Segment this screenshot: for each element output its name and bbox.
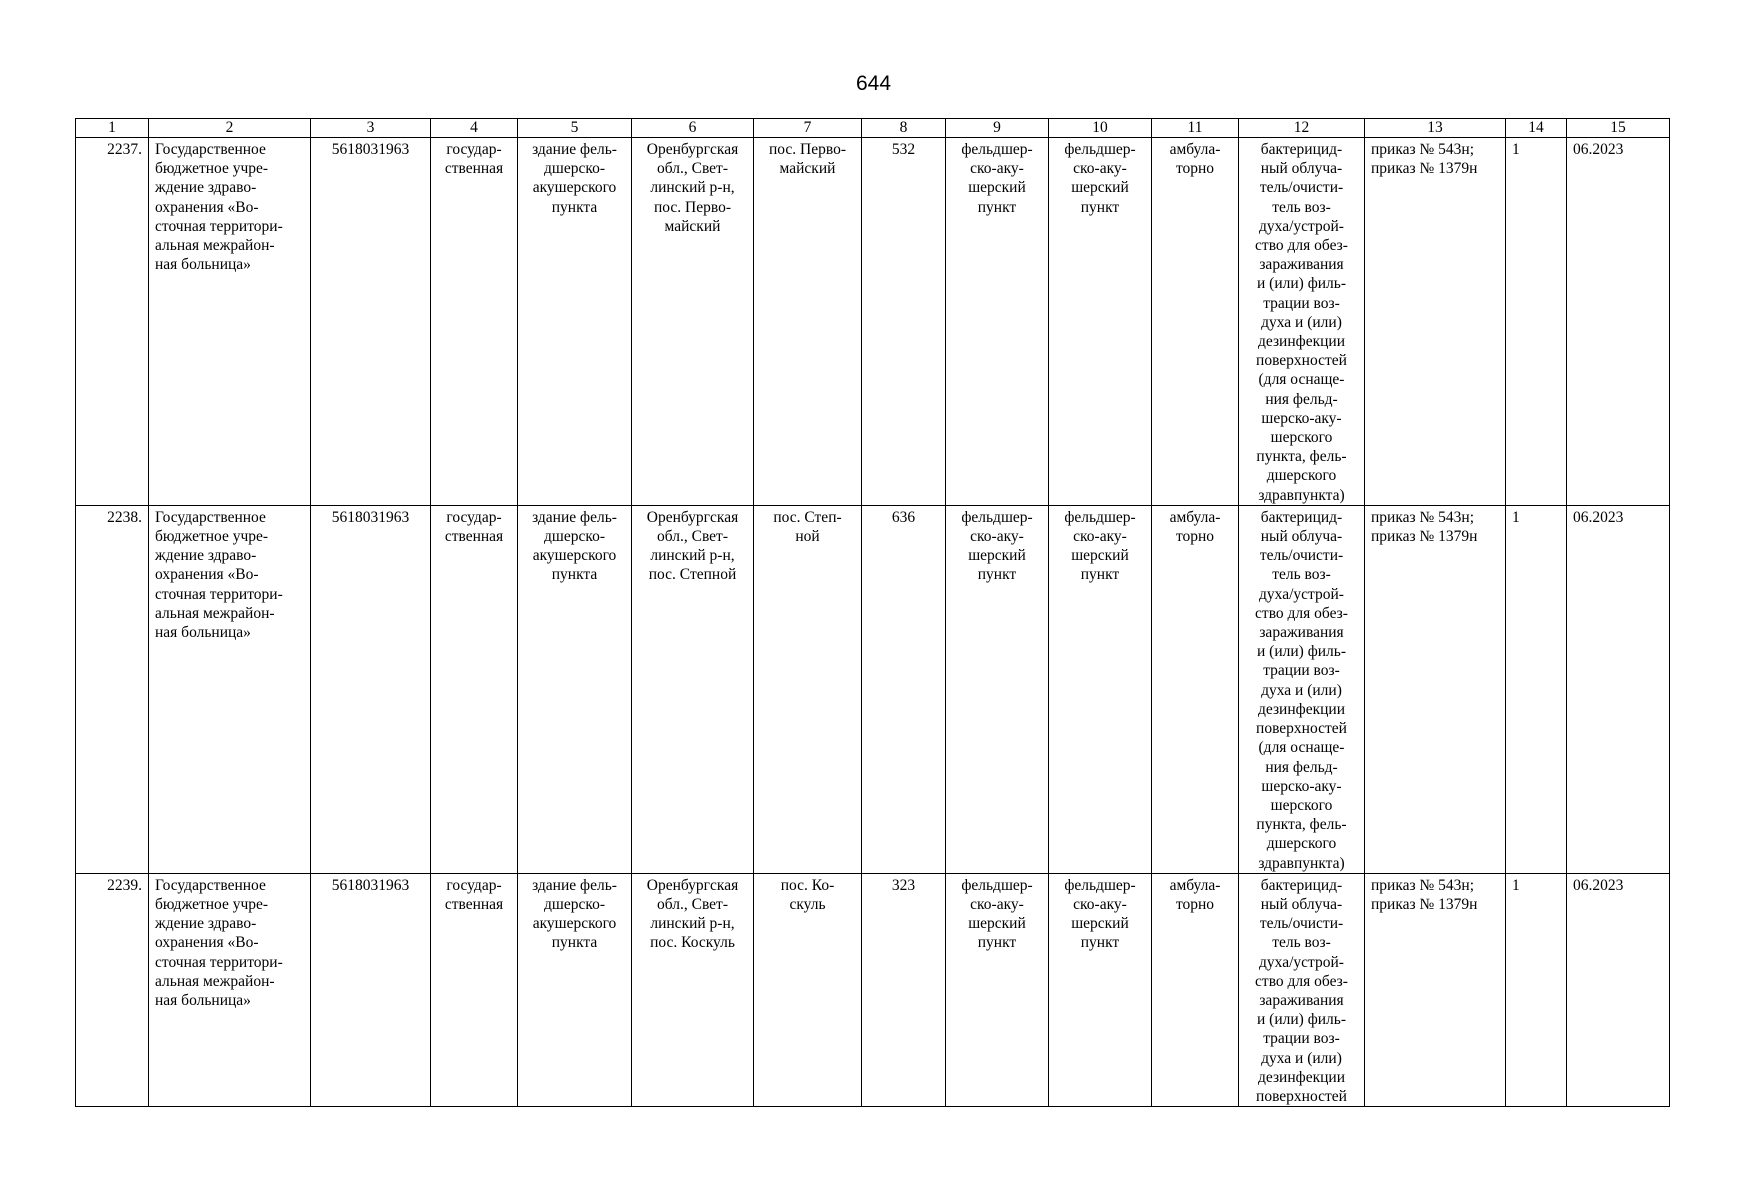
ownership-form-line: государ- <box>446 141 502 158</box>
equipment-description-line: ный облуча- <box>1260 528 1343 546</box>
unit-type-line: фельдшер- <box>1064 508 1136 526</box>
column-number: 2 <box>149 119 311 138</box>
equipment-description-line: духа/устрой- <box>1259 585 1344 603</box>
record-number: 2238. <box>76 505 149 873</box>
order-references-line: приказ № 1379н <box>1371 160 1478 178</box>
organization-name-line: ждение здраво- <box>155 915 257 933</box>
building-name-line: здание фель- <box>532 141 617 158</box>
building-name <box>518 138 632 506</box>
equipment-description-line: шерско-аку- <box>1261 777 1342 795</box>
organization-name-line: охранения «Во- <box>155 198 259 216</box>
building-name <box>518 505 632 873</box>
building-name-line: пункта <box>551 566 598 584</box>
equipment-description-line: ный облуча- <box>1260 160 1343 178</box>
equipment-description-line: шерско-аку- <box>1261 409 1342 427</box>
organization-name-line: ная больница» <box>155 991 251 1009</box>
quantity-value: 1 <box>1506 873 1567 1106</box>
equipment-description-line: трации воз- <box>1263 662 1340 680</box>
building-name-line: здание фель- <box>532 876 617 894</box>
unit-type-line: ско-аку- <box>1073 528 1127 546</box>
facility-type-line: фельдшер- <box>961 876 1033 894</box>
address-cell <box>632 505 754 873</box>
organization-name-line: альная межрайон- <box>155 237 275 255</box>
equipment-description-line: духа и (или) <box>1261 681 1342 699</box>
ownership-form <box>431 873 518 1106</box>
building-name-line: здание фель- <box>532 508 617 526</box>
unit-type <box>1049 873 1152 1106</box>
equipment-description-line: тель воз- <box>1272 934 1331 952</box>
date-value: 06.2023 <box>1567 505 1670 873</box>
organization-name <box>149 873 311 1106</box>
column-number: 8 <box>862 119 946 138</box>
care-form <box>1152 873 1239 1106</box>
equipment-description-line: дшерского <box>1266 835 1337 853</box>
address-cell-line: обл., Свет- <box>657 528 728 546</box>
organization-name-line: ная больница» <box>155 256 251 274</box>
equipment-description-line: ство для обез- <box>1255 972 1348 990</box>
settlement-name-line: пос. Перво- <box>768 141 846 158</box>
equipment-description-line: ство для обез- <box>1255 604 1348 622</box>
inn-value: 5618031963 <box>311 505 431 873</box>
address-cell-line: пос. Степной <box>648 566 737 584</box>
equipment-description-line: дшерского <box>1266 467 1337 485</box>
organization-name-line: сточная территори- <box>155 953 283 971</box>
organization-name-line: сточная территори- <box>155 217 283 235</box>
ownership-form-line: ственная <box>444 160 504 178</box>
unit-type-line: пункт <box>1080 566 1120 584</box>
organization-name-line: Государственное <box>155 508 266 526</box>
facility-type-line: пункт <box>977 198 1017 216</box>
quantity-value: 1 <box>1506 138 1567 506</box>
address-cell-line: линский р-н, <box>650 547 735 565</box>
equipment-description-line: духа/устрой- <box>1259 953 1344 971</box>
record-number: 2239. <box>76 873 149 1106</box>
settlement-name <box>754 138 862 506</box>
organization-name-line: Государственное <box>155 141 266 158</box>
equipment-description-line: здравпункта) <box>1258 486 1345 504</box>
address-cell-line: Оренбургская <box>646 508 739 526</box>
date-value: 06.2023 <box>1567 873 1670 1106</box>
care-form-line: торно <box>1175 895 1215 913</box>
facility-type-line: фельдшер- <box>961 508 1033 526</box>
settlement-name <box>754 505 862 873</box>
equipment-description-line: шерского <box>1270 429 1333 447</box>
facility-type <box>946 873 1049 1106</box>
ownership-form-line: ственная <box>444 528 504 546</box>
ownership-form <box>431 505 518 873</box>
equipment-description <box>1239 138 1365 506</box>
equipment-description-line: поверхностей <box>1256 352 1347 370</box>
equipment-description-line: дезинфекции <box>1257 1068 1345 1086</box>
equipment-description-line: тель/очисти- <box>1259 915 1344 933</box>
order-references-line: приказ № 543н; <box>1371 876 1475 894</box>
organization-name-line: ждение здраво- <box>155 179 257 197</box>
address-cell-line: Оренбургская <box>646 876 739 894</box>
facility-type-line: шерский <box>968 547 1026 565</box>
equipment-description-line: и (или) филь- <box>1257 1011 1346 1029</box>
ownership-form <box>431 138 518 506</box>
equipment-description-line: духа и (или) <box>1261 313 1342 331</box>
equipment-description-line: трации воз- <box>1263 1030 1340 1048</box>
facility-type-line: шерский <box>968 915 1026 933</box>
order-references-line: приказ № 543н; <box>1371 508 1475 526</box>
equipment-description-line: пункта, фель- <box>1256 448 1347 466</box>
population-value: 532 <box>862 138 946 506</box>
address-cell-line: майский <box>664 217 721 235</box>
organization-name-line: альная межрайон- <box>155 972 275 990</box>
population-value: 323 <box>862 873 946 1106</box>
equipment-description-line: зараживания <box>1259 624 1344 642</box>
equipment-description <box>1239 505 1365 873</box>
equipment-description-line: тель воз- <box>1272 566 1331 584</box>
column-number-row <box>76 119 1670 138</box>
column-number: 10 <box>1049 119 1152 138</box>
unit-type-line: фельдшер- <box>1064 141 1136 158</box>
organization-name-line: бюджетное учре- <box>155 895 269 913</box>
unit-type-line: ско-аку- <box>1073 895 1127 913</box>
ownership-form-line: государ- <box>446 508 502 526</box>
unit-type-line: пункт <box>1080 198 1120 216</box>
building-name-line: акушерского <box>532 915 617 933</box>
population-value: 636 <box>862 505 946 873</box>
order-references-line: приказ № 1379н <box>1371 895 1478 913</box>
facility-type-line: ско-аку- <box>970 895 1024 913</box>
column-number: 1 <box>76 119 149 138</box>
care-form-line: торно <box>1175 528 1215 546</box>
organization-name-line: ждение здраво- <box>155 547 257 565</box>
equipment-description-line: и (или) филь- <box>1257 275 1346 293</box>
settlement-name-line: скуль <box>789 895 826 913</box>
care-form <box>1152 138 1239 506</box>
unit-type <box>1049 505 1152 873</box>
record-number: 2237. <box>76 138 149 506</box>
page-number: 644 <box>855 72 892 95</box>
quantity-value: 1 <box>1506 505 1567 873</box>
equipment-description-line: здравпункта) <box>1258 854 1345 872</box>
facility-type-line: шерский <box>968 179 1026 197</box>
inn-value: 5618031963 <box>311 873 431 1106</box>
register-table <box>75 118 1670 1107</box>
settlement-name <box>754 873 862 1106</box>
facility-type <box>946 505 1049 873</box>
settlement-name-line: майский <box>779 160 836 178</box>
care-form-line: амбула- <box>1169 508 1221 526</box>
building-name-line: пункта <box>551 934 598 952</box>
care-form-line: торно <box>1175 160 1215 178</box>
column-number: 9 <box>946 119 1049 138</box>
care-form-line: амбула- <box>1169 141 1221 158</box>
ownership-form-line: государ- <box>446 876 502 894</box>
order-references-line: приказ № 1379н <box>1371 528 1478 546</box>
address-cell-line: линский р-н, <box>650 915 735 933</box>
address-cell-line: обл., Свет- <box>657 160 728 178</box>
equipment-description-line: ство для обез- <box>1255 237 1348 255</box>
table-row <box>76 873 1670 1106</box>
address-cell-line: линский р-н, <box>650 179 735 197</box>
column-number: 13 <box>1365 119 1506 138</box>
unit-type-line: шерский <box>1071 915 1129 933</box>
inn-value: 5618031963 <box>311 138 431 506</box>
building-name-line: акушерского <box>532 547 617 565</box>
column-number: 7 <box>754 119 862 138</box>
equipment-description-line: духа и (или) <box>1261 1049 1342 1067</box>
unit-type-line: пункт <box>1080 934 1120 952</box>
column-number: 3 <box>311 119 431 138</box>
address-cell-line: обл., Свет- <box>657 895 728 913</box>
building-name-line: пункта <box>551 198 598 216</box>
equipment-description-line: (для оснаще- <box>1258 371 1345 389</box>
equipment-description-line: дезинфекции <box>1257 700 1345 718</box>
organization-name <box>149 505 311 873</box>
equipment-description-line: бактерицид- <box>1260 508 1343 526</box>
equipment-description <box>1239 873 1365 1106</box>
column-number: 11 <box>1152 119 1239 138</box>
organization-name-line: охранения «Во- <box>155 934 259 952</box>
unit-type-line: шерский <box>1071 547 1129 565</box>
equipment-description-line: тель воз- <box>1272 198 1331 216</box>
equipment-description-line: поверхностей <box>1256 720 1347 738</box>
equipment-description-line: дезинфекции <box>1257 333 1345 351</box>
unit-type <box>1049 138 1152 506</box>
equipment-description-line: бактерицид- <box>1260 876 1343 894</box>
building-name <box>518 873 632 1106</box>
organization-name-line: ная больница» <box>155 624 251 642</box>
equipment-description-line: поверхностей <box>1256 1087 1347 1105</box>
column-number: 5 <box>518 119 632 138</box>
organization-name-line: сточная территори- <box>155 585 283 603</box>
address-cell <box>632 138 754 506</box>
organization-name-line: бюджетное учре- <box>155 528 269 546</box>
equipment-description-line: бактерицид- <box>1260 141 1343 158</box>
equipment-description-line: зараживания <box>1259 991 1344 1009</box>
facility-type-line: пункт <box>977 934 1017 952</box>
equipment-description-line: пункта, фель- <box>1256 816 1347 834</box>
date-value: 06.2023 <box>1567 138 1670 506</box>
address-cell-line: пос. Перво- <box>653 198 731 216</box>
building-name-line: дшерско- <box>544 160 605 178</box>
order-references-line: приказ № 543н; <box>1371 141 1475 158</box>
settlement-name-line: пос. Степ- <box>773 508 842 526</box>
settlement-name-line: ной <box>795 528 820 546</box>
building-name-line: дшерско- <box>544 528 605 546</box>
building-name-line: акушерского <box>532 179 617 197</box>
care-form <box>1152 505 1239 873</box>
order-references <box>1365 138 1506 506</box>
address-cell <box>632 873 754 1106</box>
care-form-line: амбула- <box>1169 876 1221 894</box>
equipment-description-line: духа/устрой- <box>1259 217 1344 235</box>
organization-name-line: Государственное <box>155 876 266 894</box>
ownership-form-line: ственная <box>444 895 504 913</box>
column-number: 12 <box>1239 119 1365 138</box>
equipment-description-line: тель/очисти- <box>1259 547 1344 565</box>
facility-type-line: фельдшер- <box>961 141 1033 158</box>
facility-type-line: ско-аку- <box>970 160 1024 178</box>
column-number: 6 <box>632 119 754 138</box>
facility-type-line: пункт <box>977 566 1017 584</box>
organization-name-line: альная межрайон- <box>155 604 275 622</box>
column-number: 15 <box>1567 119 1670 138</box>
equipment-description-line: ный облуча- <box>1260 895 1343 913</box>
settlement-name-line: пос. Ко- <box>780 876 835 894</box>
column-number: 4 <box>431 119 518 138</box>
equipment-description-line: шерского <box>1270 796 1333 814</box>
equipment-description-line: и (или) филь- <box>1257 643 1346 661</box>
organization-name-line: охранения «Во- <box>155 566 259 584</box>
equipment-description-line: (для оснаще- <box>1258 739 1345 757</box>
order-references <box>1365 873 1506 1106</box>
unit-type-line: ско-аку- <box>1073 160 1127 178</box>
facility-type <box>946 138 1049 506</box>
equipment-description-line: зараживания <box>1259 256 1344 274</box>
equipment-description-line: трации воз- <box>1263 294 1340 312</box>
table-row <box>76 505 1670 873</box>
address-cell-line: Оренбургская <box>646 141 739 158</box>
equipment-description-line: ния фельд- <box>1265 390 1338 408</box>
facility-type-line: ско-аку- <box>970 528 1024 546</box>
order-references <box>1365 505 1506 873</box>
column-number: 14 <box>1506 119 1567 138</box>
building-name-line: дшерско- <box>544 895 605 913</box>
organization-name <box>149 138 311 506</box>
equipment-description-line: тель/очисти- <box>1259 179 1344 197</box>
equipment-description-line: ния фельд- <box>1265 758 1338 776</box>
unit-type-line: фельдшер- <box>1064 876 1136 894</box>
address-cell-line: пос. Коскуль <box>650 934 735 952</box>
table-row <box>76 138 1670 506</box>
unit-type-line: шерский <box>1071 179 1129 197</box>
organization-name-line: бюджетное учре- <box>155 160 269 178</box>
